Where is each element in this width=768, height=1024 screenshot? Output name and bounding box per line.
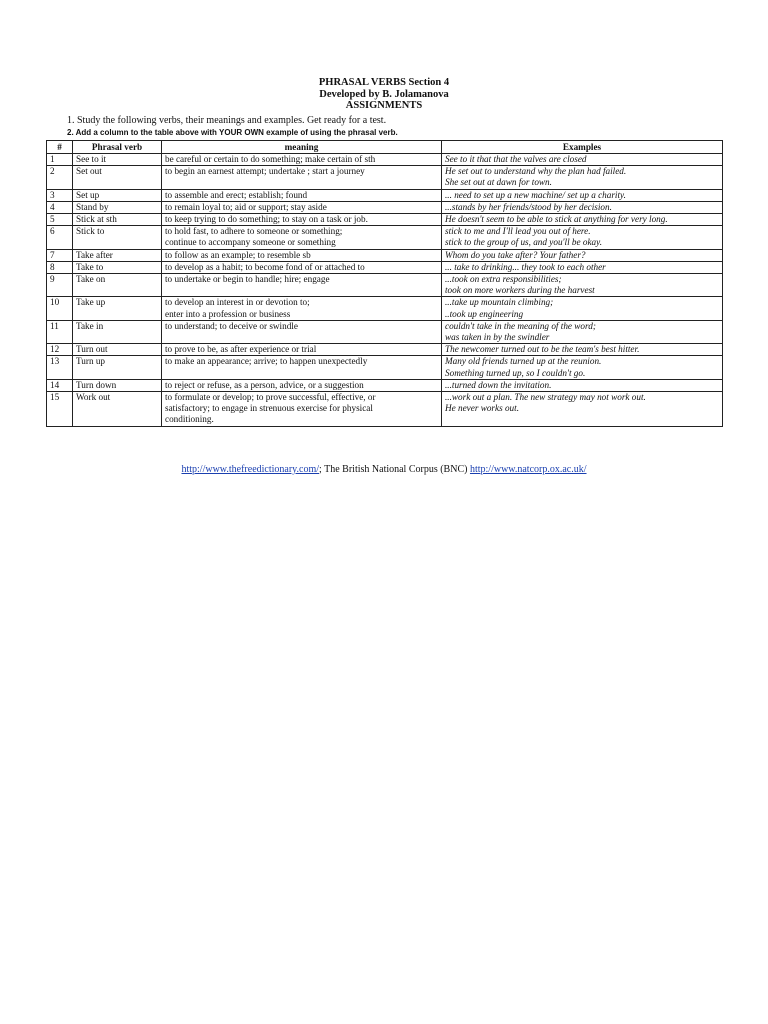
instruction-step-1: 1. Study the following verbs, their meanings and examples. Get ready for a test. bbox=[67, 115, 387, 126]
meaning-line: to undertake or begin to handle; hire; engage bbox=[165, 274, 330, 285]
example-line: couldn't take in the meaning of the word; bbox=[445, 320, 596, 331]
examples-cell bbox=[442, 189, 723, 201]
table-row bbox=[47, 189, 723, 201]
row-number: 9 bbox=[47, 274, 73, 297]
meaning-line: to hold fast, to adhere to someone or something; bbox=[165, 226, 343, 237]
row-number: 13 bbox=[47, 356, 73, 379]
column-header-number: # bbox=[47, 141, 73, 154]
table-row bbox=[47, 201, 723, 213]
meaning-line: to reject or refuse, as a person, advice, or a suggestion bbox=[165, 379, 364, 390]
meaning-line: to develop as a habit; to become fond of or attached to bbox=[165, 261, 365, 272]
meaning-cell bbox=[162, 261, 442, 273]
examples-cell bbox=[442, 214, 723, 226]
row-number: 3 bbox=[47, 189, 73, 201]
example-line: ... take to drinking... they took to each other bbox=[445, 261, 606, 272]
example-line: He set out to understand why the plan had failed. bbox=[445, 166, 627, 177]
example-line: ...take up mountain climbing; bbox=[445, 297, 554, 308]
examples-cell bbox=[442, 154, 723, 166]
example-line: He doesn't seem to be able to stick at anything for very long. bbox=[445, 214, 668, 225]
examples-cell bbox=[442, 249, 723, 261]
meaning-line: conditioning. bbox=[165, 414, 214, 425]
examples-cell bbox=[442, 379, 723, 391]
table-row bbox=[47, 274, 723, 297]
sources-line bbox=[0, 464, 768, 476]
phrasal-verb-cell: Take up bbox=[73, 297, 162, 320]
phrasal-verb-cell: Set up bbox=[73, 189, 162, 201]
phrasal-verbs-table bbox=[46, 140, 723, 427]
meaning-line: to make an appearance; arrive; to happen unexpectedly bbox=[165, 356, 368, 367]
example-line: Something turned up, so I couldn't go. bbox=[445, 367, 586, 378]
example-line: ...turned down the invitation. bbox=[445, 379, 552, 390]
table-row bbox=[47, 356, 723, 379]
example-line: ...took on extra responsibilities; bbox=[445, 274, 562, 285]
meaning-cell bbox=[162, 201, 442, 213]
meaning-line: to assemble and erect; establish; found bbox=[165, 189, 308, 200]
meaning-line: continue to accompany someone or something bbox=[165, 237, 336, 248]
meaning-cell bbox=[162, 379, 442, 391]
table-header-row bbox=[47, 141, 723, 154]
examples-cell bbox=[442, 274, 723, 297]
example-line: took on more workers during the harvest bbox=[445, 285, 595, 296]
meaning-cell bbox=[162, 274, 442, 297]
natcorp-link[interactable]: http://www.natcorp.ox.ac.uk/ bbox=[469, 464, 587, 475]
phrasal-verb-cell: Take in bbox=[73, 320, 162, 343]
document-author: Developed by B. Jolamanova bbox=[319, 89, 449, 100]
examples-cell bbox=[442, 261, 723, 273]
phrasal-verb-cell: Stick to bbox=[73, 226, 162, 249]
table-row bbox=[47, 166, 723, 189]
meaning-line: to remain loyal to; aid or support; stay aside bbox=[165, 201, 327, 212]
example-line: He never works out. bbox=[445, 403, 519, 414]
meaning-line: to begin an earnest attempt; undertake ; start a journey bbox=[165, 166, 365, 177]
table-row bbox=[47, 261, 723, 273]
example-line: Many old friends turned up at the reunion. bbox=[445, 356, 602, 367]
example-line: stick to the group of us, and you'll be okay. bbox=[445, 237, 603, 248]
phrasal-verb-cell: Work out bbox=[73, 392, 162, 427]
table-row bbox=[47, 320, 723, 343]
freedictionary-link[interactable]: http://www.thefreedictionary.com/ bbox=[181, 464, 320, 475]
column-header-phrasal-verb: Phrasal verb bbox=[73, 141, 162, 154]
phrasal-verb-cell: Turn out bbox=[73, 344, 162, 356]
meaning-line: to formulate or develop; to prove successful, effective, or bbox=[165, 392, 376, 403]
phrasal-verb-cell: Turn up bbox=[73, 356, 162, 379]
meaning-cell bbox=[162, 214, 442, 226]
meaning-cell bbox=[162, 166, 442, 189]
meaning-line: be careful or certain to do something; make certain of sth bbox=[165, 154, 376, 164]
instruction-step-2: 2. Add a column to the table above with YOUR OWN example of using the phrasal verb. bbox=[67, 128, 398, 137]
phrasal-verb-cell: Stand by bbox=[73, 201, 162, 213]
example-line: ..took up engineering bbox=[445, 308, 524, 319]
meaning-cell bbox=[162, 226, 442, 249]
meaning-line: to develop an interest in or devotion to; bbox=[165, 297, 310, 308]
row-number: 1 bbox=[47, 154, 73, 166]
examples-cell bbox=[442, 356, 723, 379]
phrasal-verb-cell: Take to bbox=[73, 261, 162, 273]
row-number: 12 bbox=[47, 344, 73, 356]
row-number: 14 bbox=[47, 379, 73, 391]
examples-cell bbox=[442, 166, 723, 189]
phrasal-verb-cell: Take on bbox=[73, 274, 162, 297]
example-line: Whom do you take after? Your father? bbox=[445, 249, 586, 260]
row-number: 6 bbox=[47, 226, 73, 249]
phrasal-verb-cell: Take after bbox=[73, 249, 162, 261]
examples-cell bbox=[442, 201, 723, 213]
example-line: ... need to set up a new machine/ set up a charity. bbox=[445, 189, 626, 200]
table-row bbox=[47, 154, 723, 166]
meaning-line: to follow as an example; to resemble sb bbox=[165, 249, 311, 260]
phrasal-verb-cell: Stick at sth bbox=[73, 214, 162, 226]
example-line: was taken in by the swindler bbox=[445, 332, 550, 343]
meaning-cell bbox=[162, 344, 442, 356]
phrasal-verb-cell: Set out bbox=[73, 166, 162, 189]
meaning-line: to keep trying to do something; to stay on a task or job. bbox=[165, 214, 368, 225]
table-row bbox=[47, 249, 723, 261]
example-line: The newcomer turned out to be the team's best hitter. bbox=[445, 344, 640, 355]
meaning-cell bbox=[162, 320, 442, 343]
document-title: PHRASAL VERBS Section 4 bbox=[318, 77, 450, 88]
phrasal-verb-cell: Turn down bbox=[73, 379, 162, 391]
sources-separator-text: ; The British National Corpus (BNC) bbox=[319, 464, 470, 475]
table-row bbox=[47, 379, 723, 391]
examples-cell bbox=[442, 344, 723, 356]
column-header-examples: Examples bbox=[442, 141, 723, 154]
row-number: 7 bbox=[47, 249, 73, 261]
examples-cell bbox=[442, 320, 723, 343]
meaning-cell bbox=[162, 189, 442, 201]
meaning-line: satisfactory; to engage in strenuous exercise for physical bbox=[165, 403, 373, 414]
meaning-cell bbox=[162, 249, 442, 261]
document-subtitle: ASSIGNMENTS bbox=[345, 100, 423, 111]
row-number: 8 bbox=[47, 261, 73, 273]
examples-cell bbox=[442, 297, 723, 320]
column-header-meaning: meaning bbox=[162, 141, 442, 154]
table-body bbox=[47, 154, 723, 427]
example-line: She set out at dawn for town. bbox=[445, 177, 552, 188]
row-number: 2 bbox=[47, 166, 73, 189]
row-number: 15 bbox=[47, 392, 73, 427]
meaning-cell bbox=[162, 297, 442, 320]
meaning-cell bbox=[162, 154, 442, 166]
phrasal-verb-cell: See to it bbox=[73, 154, 162, 166]
examples-cell bbox=[442, 226, 723, 249]
row-number: 10 bbox=[47, 297, 73, 320]
row-number: 11 bbox=[47, 320, 73, 343]
example-line: ...stands by her friends/stood by her decision. bbox=[445, 201, 612, 212]
table-row bbox=[47, 297, 723, 320]
example-line: See to it that that the valves are closed bbox=[445, 154, 587, 164]
example-line: stick to me and I'll lead you out of here. bbox=[445, 226, 591, 237]
meaning-cell bbox=[162, 356, 442, 379]
examples-cell bbox=[442, 392, 723, 427]
table-row bbox=[47, 344, 723, 356]
meaning-cell bbox=[162, 392, 442, 427]
row-number: 4 bbox=[47, 201, 73, 213]
table-row bbox=[47, 214, 723, 226]
meaning-line: enter into a profession or business bbox=[165, 308, 291, 319]
meaning-line: to understand; to deceive or swindle bbox=[165, 320, 298, 331]
table-row bbox=[47, 392, 723, 427]
meaning-line: to prove to be, as after experience or trial bbox=[165, 344, 317, 355]
table-row bbox=[47, 226, 723, 249]
row-number: 5 bbox=[47, 214, 73, 226]
example-line: ...work out a plan. The new strategy may not work out. bbox=[445, 392, 646, 403]
